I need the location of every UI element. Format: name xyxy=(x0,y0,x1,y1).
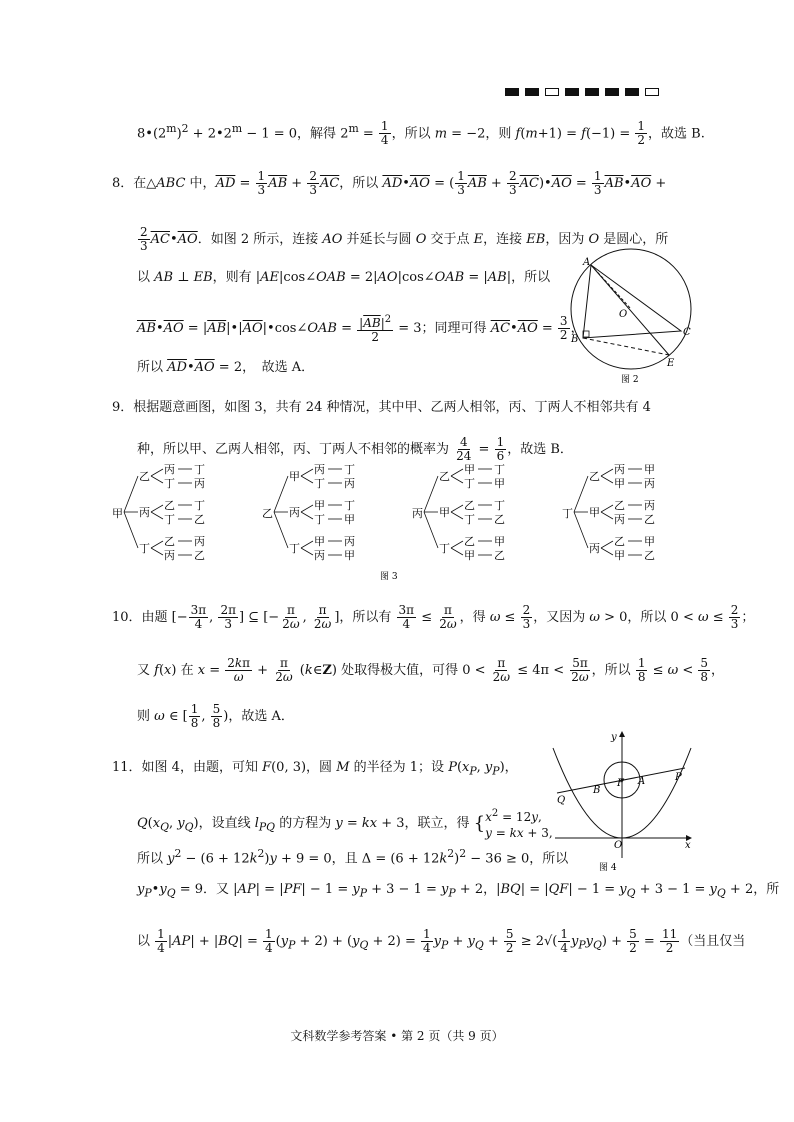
tree-leaf: 甲 xyxy=(314,499,325,512)
line-q8d: $\overline{AB}•\overline{AO}$ = $|\overline{AB}|•|\overline{AO}|•\cos\angle OAB$ = $\frac{|\overline{AB}|^2}{2}$ = 3；同理可得 $\overline{AC}•\overline{AO}$ = $\frac{3}{2}$ ， xyxy=(137,314,584,344)
line-q8a: 8．在△ABC 中，$\overline{AD}$ = $\frac{1}{3}$ $\overline{AB}$ + $\frac{2}{3}$ $\overline{AC}$，所以 $\overline{AD}•\overline{AO}$ = ( $\frac{1}{3}$ $\overline{AB}$ + $\frac{2}{3}$ $\overline{AC})•\overline{AO}$ = $\frac{1}{3}$ $\overline{AB}•\overline{AO}$ + xyxy=(112,169,667,197)
svg-text:Q: Q xyxy=(557,795,566,806)
tree-mid: 甲 xyxy=(289,470,300,483)
tree-root: 乙 xyxy=(262,507,273,520)
tree-leaf: 丁 xyxy=(464,477,475,490)
header-mark xyxy=(505,88,519,96)
tree-leaf: 甲 xyxy=(464,463,475,476)
line-q11d: $y_P•y_Q = 9$．又 $|AP| = |PF| - 1 = y_P + 3 - 1 = y_P + 2$，$|BQ| = |QF| - 1 = y_Q + 3 - 1 = y_Q + 2$，所 xyxy=(137,882,780,900)
tree-leaf: 乙 xyxy=(164,499,175,512)
header-mark xyxy=(645,88,659,96)
tree-mid: 丙 xyxy=(589,542,600,555)
header-mark xyxy=(525,88,539,96)
tree-leaf: 丙 xyxy=(194,535,205,548)
tree-leaf: 丁 xyxy=(344,499,355,512)
tree-leaf: 甲 xyxy=(464,549,475,562)
svg-text:B: B xyxy=(593,785,601,796)
fig2-label-e: E xyxy=(667,358,675,369)
tree-leaf: 乙 xyxy=(194,513,205,526)
line-q8e: 所以 $\overline{AD}•\overline{AO} = 2$， 故选 A． xyxy=(137,360,315,375)
header-mark xyxy=(545,88,559,96)
tree-leaf: 丁 xyxy=(164,513,175,526)
line-l1: $8•(2^m)^2$ + $2•2^m - 1 = 0$，解得 $2^m$ = $\frac{1}{4}$ ，所以 m = −2，则 f(m+1) = f(−1) = $\frac{1}{2}$ ，故选 B. xyxy=(137,119,705,148)
fig3-caption: 图 3 xyxy=(380,572,398,582)
tree-leaf: 丙 xyxy=(344,535,355,548)
tree-leaf: 乙 xyxy=(614,535,625,548)
figure-4 xyxy=(545,728,695,873)
tree-leaf: 丙 xyxy=(344,477,355,490)
tree-root: 甲 xyxy=(112,507,123,520)
tree-mid: 甲 xyxy=(589,506,600,519)
tree-leaf: 甲 xyxy=(314,535,325,548)
line-q8c: 以 AB ⊥ EB，则有 |AE|cos∠OAB = 2|AO|cos∠OAB = |AB|，所以 xyxy=(137,270,551,285)
tree-leaf: 甲 xyxy=(614,549,625,562)
tree-mid: 丁 xyxy=(139,542,150,555)
tree-mid: 丁 xyxy=(439,542,450,555)
figure-3 xyxy=(110,462,680,582)
tree-leaf: 乙 xyxy=(494,513,505,526)
header-mark xyxy=(605,88,619,96)
svg-text:F: F xyxy=(617,778,624,789)
tree-leaf: 丁 xyxy=(494,463,505,476)
tree-leaf: 甲 xyxy=(494,535,505,548)
tree-leaf: 丁 xyxy=(194,499,205,512)
tree-leaf: 丁 xyxy=(344,463,355,476)
tree-leaf: 乙 xyxy=(464,499,475,512)
tree-leaf: 丁 xyxy=(194,463,205,476)
tree-mid: 丁 xyxy=(289,542,300,555)
tree-leaf: 甲 xyxy=(644,463,655,476)
line-q11b: $Q(x_Q$, $y_Q$)，设直线 $l_{PQ}$ 的方程为 y = kx + 3，联立，得 { $x^2 = 12y$, y = kx + 3, xyxy=(137,808,553,840)
tree-leaf: 甲 xyxy=(344,549,355,562)
svg-text:A: A xyxy=(638,776,646,787)
line-q8b: $\frac{2}{3}$ $\overline{AC}•\overline{AO}$．如图 2 所示，连接 AO 并延长与圆 O 交于点 E，连接 EB，因为 O 是圆心，所 xyxy=(140,225,669,253)
line-q10c: 则 ω ∈ [ $\frac{1}{8}$ , $\frac{5}{8}$ )，故选 A． xyxy=(137,702,294,730)
header-mark xyxy=(585,88,599,96)
tree-mid: 乙 xyxy=(589,470,600,483)
tree-leaf: 丁 xyxy=(494,499,505,512)
tree-leaf: 丙 xyxy=(644,477,655,490)
page-footer: 文科数学参考答案 • 第 2 页（共 9 页） xyxy=(290,1029,504,1043)
tree-mid: 乙 xyxy=(439,470,450,483)
tree-leaf: 乙 xyxy=(164,535,175,548)
line-q9a: 9．根据题意画图，如图 3，共有 24 种情况，其中甲、乙两人相邻，丙、丁两人不相邻共有 4 xyxy=(112,400,651,415)
tree-leaf: 丁 xyxy=(164,477,175,490)
tree-leaf: 丁 xyxy=(314,477,325,490)
svg-text:x: x xyxy=(685,840,691,851)
fig2-label-c: C xyxy=(683,327,691,338)
tree-leaf: 甲 xyxy=(344,513,355,526)
tree-leaf: 乙 xyxy=(464,535,475,548)
tree-leaf: 丁 xyxy=(314,513,325,526)
tree-mid: 甲 xyxy=(439,506,450,519)
line-q11e: 以 $\frac{1}{4}$ |AP| + |BQ| = $\frac{1}{4}$ $(y_P + 2) + (y_Q + 2)$ = $\frac{1}{4}$ $y_P + y_Q$ + $\frac{5}{2}$ ≥ 2√( $\frac{1}{4}$ $y_Py_Q$) + $\frac{5}{2}$ = $\frac{11}{2}$ （当且仅当 xyxy=(137,927,746,955)
fig2-caption: 图 2 xyxy=(621,375,639,383)
line-q11c: 所以 $y^2 - (6 + 12k^2)y + 9 = 0$，且 $\Delta = (6 + 12k^2)^2 - 36 \ge 0$，所以 xyxy=(137,847,569,867)
fig2-label-b: B xyxy=(571,334,579,345)
line-q10a: 10．由题 [− $\frac{3\pi}{4}$ , $\frac{2\pi}{3}$ ] ⊆ [− $\frac{\pi}{2\omega}$ , $\frac{\pi}{2\omega}$ ]，所以有 $\frac{3\pi}{4}$ ≤ $\frac{\pi}{2\omega}$ ，得 ω ≤ $\frac{2}{3}$ ，又因为 ω > 0，所以 0 < ω ≤ $\frac{2}{3}$ ； xyxy=(112,603,755,631)
tree-leaf: 丙 xyxy=(614,513,625,526)
tree-root: 丙 xyxy=(412,507,423,520)
line-q9b: 种，所以甲、乙两人相邻，丙、丁两人不相邻的概率为 $\frac{4}{24}$ = $\frac{1}{6}$ ，故选 B． xyxy=(137,435,573,463)
tree-leaf: 丁 xyxy=(464,513,475,526)
fig4-caption: 图 4 xyxy=(599,863,617,873)
tree-leaf: 丙 xyxy=(644,499,655,512)
tree-leaf: 乙 xyxy=(614,499,625,512)
tree-leaf: 丙 xyxy=(314,463,325,476)
tree-leaf: 丙 xyxy=(314,549,325,562)
tree-leaf: 乙 xyxy=(644,549,655,562)
tree-leaf: 甲 xyxy=(494,477,505,490)
fig2-label-a: A xyxy=(583,257,591,268)
line-q10b: 又 f(x) 在 x = $\frac{2k\pi}{\omega}$ + $\frac{\pi}{2\omega}$ (k∈Z) 处取得极大值，可得 0 < $\frac{\pi}{2\omega}$ ≤ 4π < $\frac{5\pi}{2\omega}$ ，所以 $\frac{1}{8}$ ≤ ω < $\frac{5}{8}$ ， xyxy=(137,656,725,684)
line-q11a: 11．如图 4，由题，可知 F(0, 3)，圆 M 的半径为 1；设 $P(x_P$, $y_P$)， xyxy=(112,760,518,778)
tree-leaf: 丙 xyxy=(164,549,175,562)
tree-leaf: 丙 xyxy=(194,477,205,490)
svg-text:y: y xyxy=(611,732,617,743)
tree-mid: 乙 xyxy=(139,470,150,483)
header-marks xyxy=(505,88,659,96)
tree-leaf: 乙 xyxy=(494,549,505,562)
fig2-label-o: O xyxy=(619,309,628,320)
tree-leaf: 甲 xyxy=(644,535,655,548)
tree-leaf: 乙 xyxy=(644,513,655,526)
header-mark xyxy=(565,88,579,96)
tree-root: 丁 xyxy=(562,507,573,520)
header-mark xyxy=(625,88,639,96)
figure-2 xyxy=(565,243,695,383)
tree-leaf: 丙 xyxy=(164,463,175,476)
tree-leaf: 甲 xyxy=(614,477,625,490)
tree-leaf: 丙 xyxy=(614,463,625,476)
svg-text:P: P xyxy=(675,772,682,783)
tree-mid: 丙 xyxy=(289,506,300,519)
tree-mid: 丙 xyxy=(139,506,150,519)
tree-leaf: 乙 xyxy=(194,549,205,562)
svg-text:O: O xyxy=(614,840,623,851)
